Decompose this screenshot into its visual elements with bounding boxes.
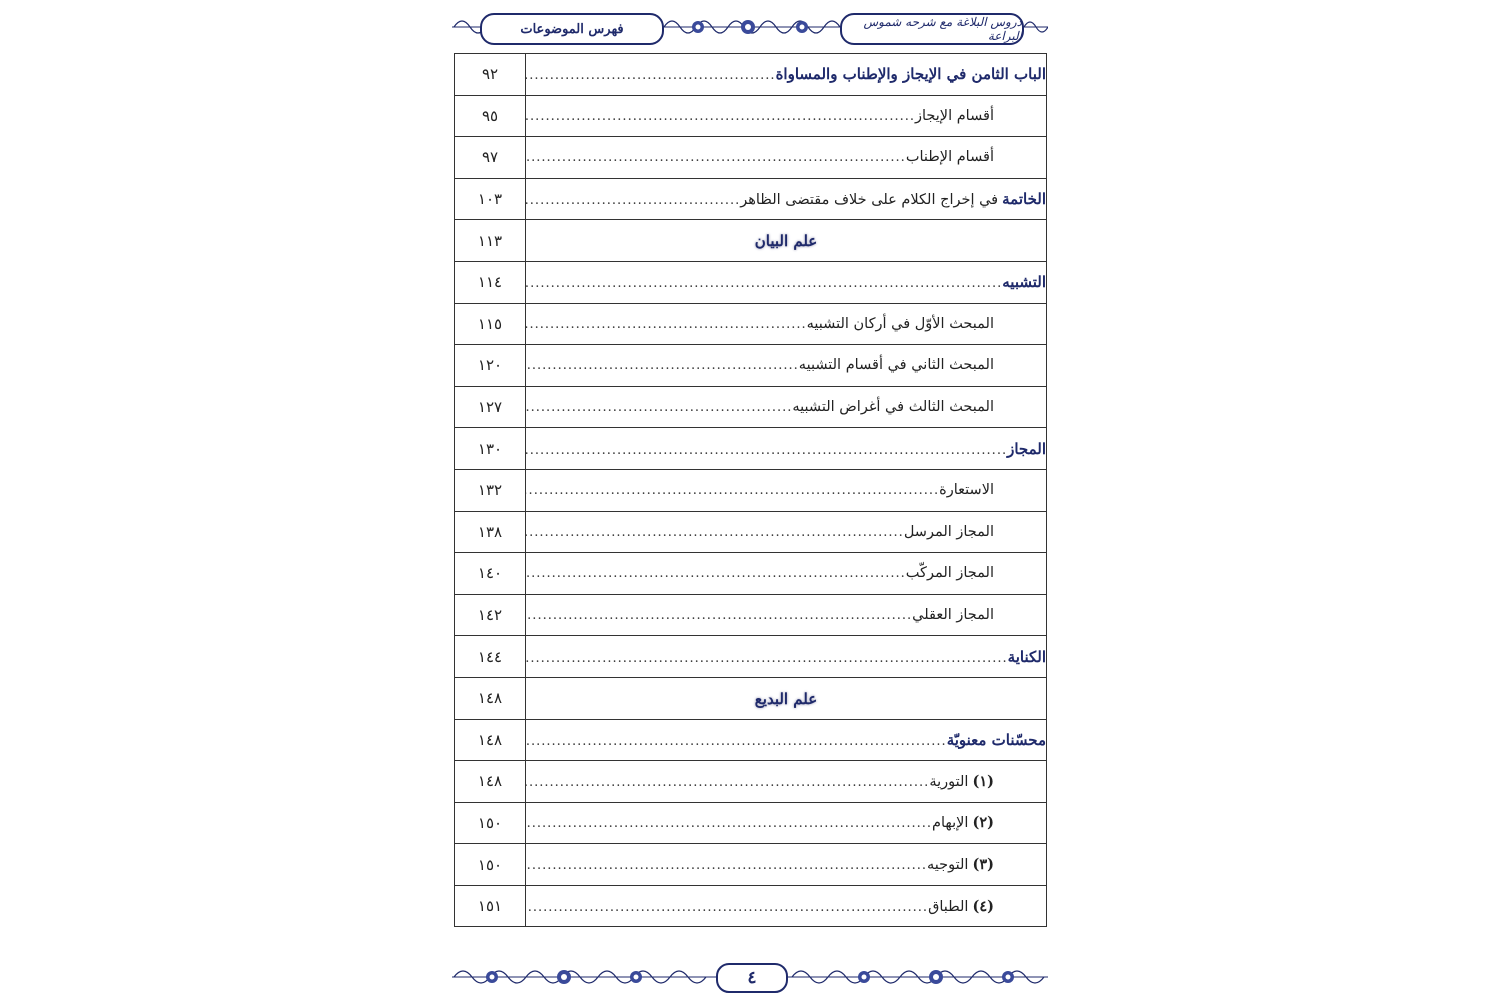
toc-page-number: ١٤٤	[455, 636, 526, 678]
toc-subentry: المجاز المركّب	[905, 565, 994, 582]
toc-row	[455, 137, 1047, 179]
leader-dots	[526, 193, 740, 208]
toc-heading: الكناية	[1007, 647, 1046, 666]
toc-row	[455, 54, 1047, 96]
header-book-title: دروس البلاغة مع شرحه شموس البراعة	[840, 13, 1024, 45]
toc-heading: المجاز	[1007, 439, 1046, 458]
toc-page-number: ١١٤	[455, 261, 526, 303]
leader-dots	[526, 734, 947, 749]
page-footer	[452, 960, 1048, 994]
leader-dots	[526, 816, 932, 831]
toc-subentry: الإبهام	[932, 815, 969, 832]
toc-subentry: أقسام الإيجاز	[914, 107, 994, 124]
page-number: ٤	[716, 963, 788, 993]
leader-dots	[526, 68, 776, 83]
toc-subentry: المبحث الثاني في أقسام التشبيه	[798, 357, 994, 374]
leader-dots	[526, 276, 1002, 291]
toc-row	[455, 761, 1047, 803]
toc-page-number: ١١٥	[455, 303, 526, 345]
leader-dots	[526, 150, 906, 165]
toc-page-number: ١٣٨	[455, 511, 526, 553]
toc-row	[455, 802, 1047, 844]
toc-subentry: المجاز العقلي	[912, 607, 994, 624]
toc-page-number: ٩٧	[455, 137, 526, 179]
leader-dots	[526, 858, 927, 873]
leader-dots	[526, 900, 928, 915]
toc-subentry: التورية	[929, 773, 969, 790]
leader-dots	[526, 317, 807, 332]
header-section-title: فهرس الموضوعات	[480, 13, 664, 45]
toc-row	[455, 511, 1047, 553]
leader-dots	[526, 525, 904, 540]
toc-row	[455, 636, 1047, 678]
toc-heading: التشبيه	[1002, 273, 1046, 292]
toc-subentry: التوجيه	[927, 857, 969, 874]
toc-item-number: (٤)	[972, 897, 994, 915]
toc-page-number: ١٣٢	[455, 469, 526, 511]
toc-section-title: علم البيان	[754, 232, 818, 251]
toc-subentry: الطباق	[928, 898, 969, 915]
toc-row	[455, 95, 1047, 137]
toc-item-number: (٢)	[972, 814, 994, 832]
toc-page-number: ١٥٠	[455, 802, 526, 844]
toc-page-number: ١٣٠	[455, 428, 526, 470]
toc-row	[455, 261, 1047, 303]
toc-page-number: ١٤٨	[455, 761, 526, 803]
toc-page-number: ١٤٢	[455, 594, 526, 636]
book-page	[452, 10, 1048, 994]
toc-row	[455, 885, 1047, 927]
toc-heading: محسّنات معنويّة	[946, 730, 1046, 749]
toc-row	[455, 469, 1047, 511]
toc-row	[455, 677, 1047, 719]
page-header	[452, 10, 1048, 44]
toc-chapter-heading: الباب الثامن في الإيجاز والإطناب والمساواة	[775, 65, 1046, 84]
leader-dots	[526, 775, 929, 790]
toc-page-number: ١١٣	[455, 220, 526, 262]
leader-dots	[526, 566, 906, 581]
leader-dots	[526, 109, 915, 124]
toc-table	[454, 53, 1047, 927]
toc-item-number: (٣)	[972, 856, 994, 874]
toc-heading: الخاتمة	[1002, 190, 1046, 209]
leader-dots	[526, 651, 1008, 666]
toc-page-number: ٩٢	[455, 54, 526, 96]
toc-row	[455, 594, 1047, 636]
toc-row	[455, 345, 1047, 387]
toc-row	[455, 844, 1047, 886]
toc-page-number: ١٤٨	[455, 677, 526, 719]
toc-row	[455, 428, 1047, 470]
toc-row	[455, 303, 1047, 345]
toc-page-number: ١٢٠	[455, 345, 526, 387]
leader-dots	[526, 443, 1007, 458]
toc-subentry: المبحث الثالث في أغراض التشبيه	[792, 399, 994, 416]
toc-subentry: أقسام الإطناب	[905, 149, 994, 166]
toc-item-number: (١)	[972, 772, 994, 790]
leader-dots	[526, 608, 912, 623]
toc-subentry: الاستعارة	[939, 482, 994, 499]
toc-row	[455, 220, 1047, 262]
toc-page-number: ١٤٨	[455, 719, 526, 761]
toc-page-number: ٩٥	[455, 95, 526, 137]
toc-row	[455, 719, 1047, 761]
toc-heading-rest: في إخراج الكلام على خلاف مقتضى الظاهر	[740, 192, 999, 209]
leader-dots	[526, 358, 799, 373]
leader-dots	[526, 400, 792, 415]
toc-page-number: ١٥١	[455, 885, 526, 927]
toc-subentry: المبحث الأوّل في أركان التشبيه	[806, 315, 994, 332]
toc-subentry: المجاز المرسل	[903, 523, 994, 540]
leader-dots	[526, 483, 939, 498]
toc-row	[455, 553, 1047, 595]
toc-page-number: ١٠٣	[455, 178, 526, 220]
toc-row	[455, 178, 1047, 220]
toc-page-number: ١٤٠	[455, 553, 526, 595]
toc-row	[455, 386, 1047, 428]
toc-section-title: علم البديع	[754, 689, 818, 708]
toc-page-number: ١٢٧	[455, 386, 526, 428]
toc-page-number: ١٥٠	[455, 844, 526, 886]
